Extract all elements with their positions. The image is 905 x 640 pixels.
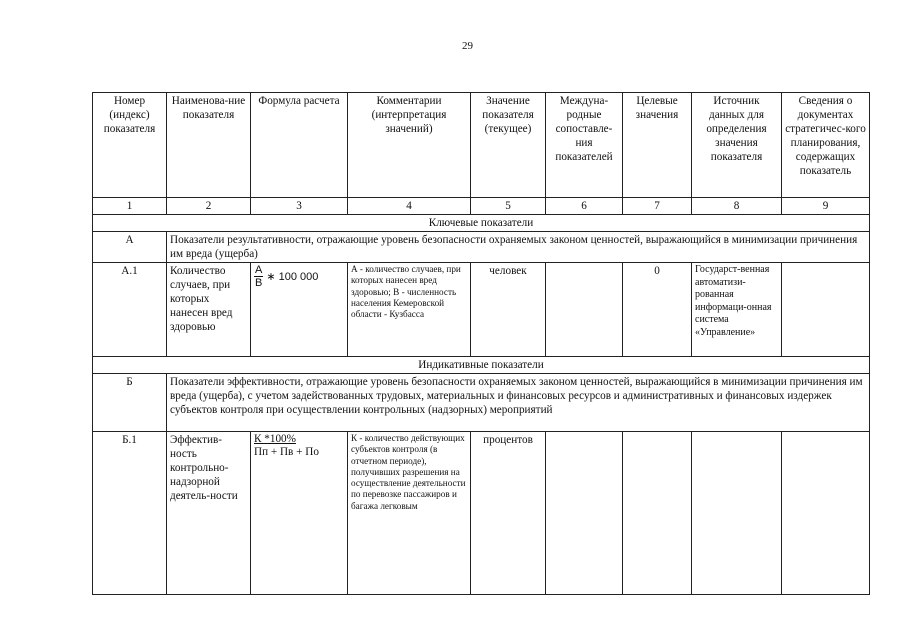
row-documents <box>782 263 870 357</box>
row-comment: К - количество действующих субъектов контроля (в отчетном периоде), получивших разрешения на осуществление деятельности по перевозке пассажиров и багажа легковым <box>348 432 471 595</box>
group-index-b: Б <box>93 374 167 432</box>
section-title-key: Ключевые показатели <box>93 215 870 232</box>
group-row-b <box>93 374 870 432</box>
column-number: 5 <box>471 198 546 215</box>
row-unit: процентов <box>471 432 546 595</box>
formula-denominator: B <box>255 277 263 289</box>
column-number: 4 <box>348 198 471 215</box>
row-source: Государст-венная автоматизи-рованная информаци-онная система «Управление» <box>692 263 782 357</box>
column-number: 8 <box>692 198 782 215</box>
formula-multiplier: ∗ 100 000 <box>266 270 319 283</box>
row-index: А.1 <box>93 263 167 357</box>
group-text-b: Показатели эффективности, отражающие уровень безопасности охраняемых законом ценностей, выражающийся в минимизации причинения им вреда (ущерба), с учетом задействованных трудовых, материальных и финансовых ресурсов и административных и финансовых издержек субъектов контроля при осуществлении контрольных (надзорных) мероприятий <box>167 374 870 432</box>
header-formula: Формула расчета <box>251 93 348 198</box>
row-international <box>546 432 623 595</box>
formula-fraction <box>254 264 263 289</box>
group-index-a: А <box>93 232 167 263</box>
page-number: 29 <box>462 40 473 52</box>
column-number: 2 <box>167 198 251 215</box>
formula-denominator: Пп + Пв + По <box>254 446 319 458</box>
section-key-indicators <box>93 215 870 232</box>
header-index: Номер (индекс) показателя <box>93 93 167 198</box>
section-title-indicative: Индикативные показатели <box>93 357 870 374</box>
column-number: 3 <box>251 198 348 215</box>
row-documents <box>782 432 870 595</box>
formula-numerator: A <box>255 264 263 276</box>
indicators-table <box>92 92 870 595</box>
row-name: Эффектив-ность контрольно-надзорной деятель-ности <box>167 432 251 595</box>
column-number: 7 <box>623 198 692 215</box>
column-numbers-row <box>93 198 870 215</box>
row-index: Б.1 <box>93 432 167 595</box>
header-international: Междуна-родные сопоставле-ния показателей <box>546 93 623 198</box>
column-number: 6 <box>546 198 623 215</box>
row-unit: человек <box>471 263 546 357</box>
header-name: Наименова-ние показателя <box>167 93 251 198</box>
section-indicative-indicators <box>93 357 870 374</box>
header-source: Источник данных для определения значения показателя <box>692 93 782 198</box>
row-target <box>623 432 692 595</box>
group-row-a <box>93 232 870 263</box>
header-value: Значение показателя (текущее) <box>471 93 546 198</box>
row-comment: А - количество случаев, при которых нанесен вред здоровью; В - численность населения Кемеровской области - Кузбасса <box>348 263 471 357</box>
row-formula <box>251 263 348 357</box>
header-comment: Комментарии (интерпретация значений) <box>348 93 471 198</box>
column-number: 9 <box>782 198 870 215</box>
formula-numerator: К *100% <box>254 433 296 445</box>
row-name: Количество случаев, при которых нанесен вред здоровью <box>167 263 251 357</box>
table-row-b1 <box>93 432 870 595</box>
row-source <box>692 432 782 595</box>
row-international <box>546 263 623 357</box>
table-row-a1 <box>93 263 870 357</box>
header-documents: Сведения о документах стратегичес-кого планирования, содержащих показатель <box>782 93 870 198</box>
group-text-a: Показатели результативности, отражающие уровень безопасности охраняемых законом ценностей, выражающийся в минимизации причинения им вреда (ущерба) <box>167 232 870 263</box>
row-target: 0 <box>623 263 692 357</box>
header-row <box>93 93 870 198</box>
column-number: 1 <box>93 198 167 215</box>
row-formula <box>251 432 348 595</box>
header-target: Целевые значения <box>623 93 692 198</box>
